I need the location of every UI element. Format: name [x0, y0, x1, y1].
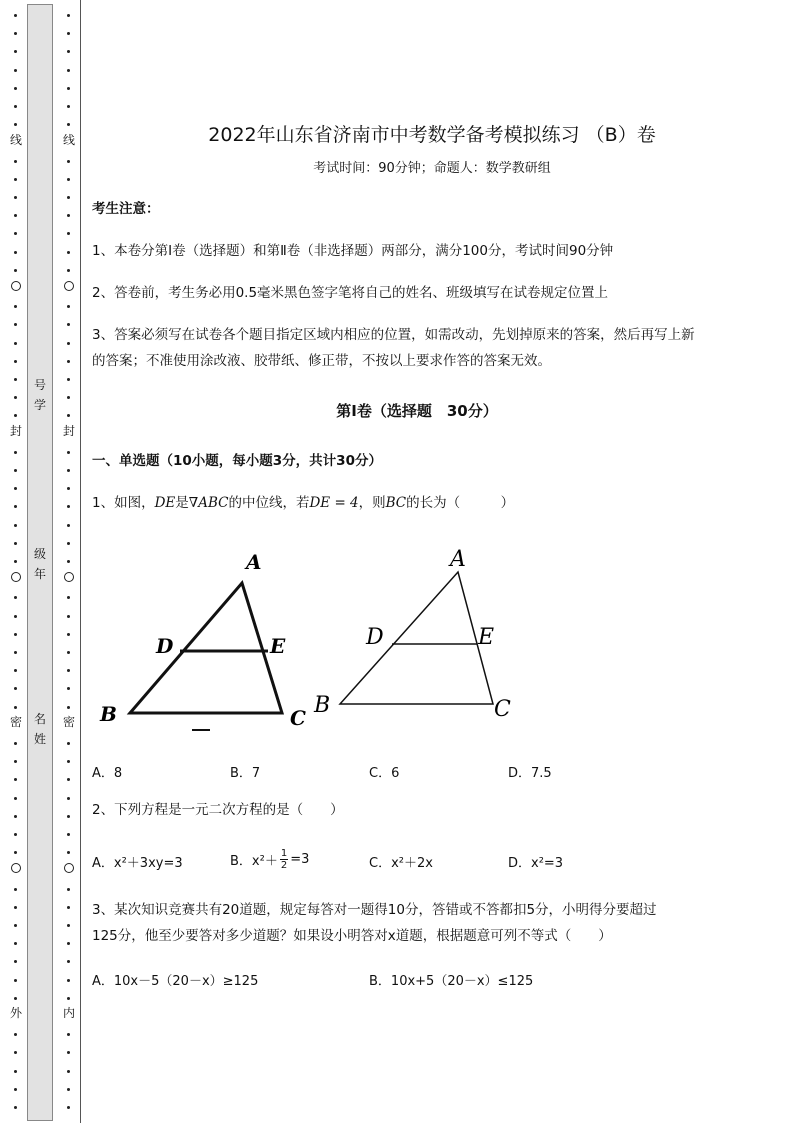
binding-hole-icon [64, 572, 74, 582]
margin-dot [14, 214, 17, 217]
q1-symbol: BC [385, 495, 407, 511]
margin-dot [67, 815, 70, 818]
fraction-denominator: 2 [280, 859, 288, 871]
margin-dot [67, 342, 70, 345]
strip-label: 名 [33, 712, 46, 726]
margin-dot [67, 924, 70, 927]
notice-heading: 考生注意： [92, 201, 160, 217]
margin-dot [67, 542, 70, 545]
margin-dot [67, 1106, 70, 1109]
left-dotted-column [10, 0, 22, 1123]
q2-option-c[interactable]: C．x²＋2x [369, 856, 433, 871]
margin-dot [67, 505, 70, 508]
strip-label: 级 [33, 547, 46, 561]
margin-dot [14, 669, 17, 672]
margin-dot [67, 560, 70, 563]
margin-dot [14, 451, 17, 454]
margin-dot [14, 14, 17, 17]
q1-text: 的中位线，若 [228, 495, 310, 511]
strip-label: 学 [33, 398, 46, 412]
margin-dot [67, 687, 70, 690]
margin-dot [14, 1033, 17, 1036]
margin-dot [14, 469, 17, 472]
margin-dot [14, 924, 17, 927]
margin-dot [67, 269, 70, 272]
left-label: 密 [9, 715, 22, 729]
margin-dot [67, 14, 70, 17]
binding-hole-icon [11, 281, 21, 291]
margin-dot [67, 305, 70, 308]
margin-dot [14, 851, 17, 854]
q2-option-d[interactable]: D．x²=3 [508, 856, 564, 871]
q1-symbol: DE [154, 495, 176, 511]
q2-fraction [280, 848, 288, 871]
fig-label-E: E [478, 625, 495, 650]
q2-option-b[interactable] [230, 844, 309, 874]
q1-option-b[interactable]: B．7 [230, 766, 261, 781]
notice-item: 2、答卷前，考生务必用0.5毫米黑色签字笔将自己的姓名、班级填写在试卷规定位置上 [92, 285, 609, 301]
margin-dot [67, 178, 70, 181]
margin-dot [67, 69, 70, 72]
notice-item: 1、本卷分第I卷（选择题）和第Ⅱ卷（非选择题）两部分，满分100分，考试时间90分钟 [92, 243, 614, 259]
fig-label-C: C [494, 697, 511, 722]
strip-label: 号 [33, 378, 46, 392]
margin-dot [67, 960, 70, 963]
margin-dot [14, 178, 17, 181]
margin-dot [14, 123, 17, 126]
margin-dot [14, 1070, 17, 1073]
margin-dot [67, 469, 70, 472]
q2-option-b-post: =3 [290, 851, 310, 867]
margin-dot [67, 633, 70, 636]
margin-dot [14, 979, 17, 982]
margin-dot [14, 542, 17, 545]
left-label: 封 [9, 424, 22, 438]
q1-symbol: DE = 4 [309, 495, 359, 511]
q1-figure-right [312, 540, 532, 730]
left-label: 线 [9, 133, 22, 147]
margin-dot [67, 214, 70, 217]
margin-dot [67, 105, 70, 108]
margin-dot [14, 760, 17, 763]
q1-text: 的长为（ ） [406, 495, 515, 511]
margin-dot [67, 87, 70, 90]
binding-hole-icon [64, 863, 74, 873]
strip-label: 年 [33, 567, 46, 581]
left-label: 外 [9, 1006, 22, 1020]
fig-label-D: D [366, 625, 384, 650]
q1-text: ，则 [358, 495, 386, 511]
margin-dot [14, 378, 17, 381]
margin-dot [14, 487, 17, 490]
margin-dot [14, 815, 17, 818]
margin-dot [14, 196, 17, 199]
right-label: 线 [62, 133, 75, 147]
margin-dot [14, 1106, 17, 1109]
margin-dot [67, 1070, 70, 1073]
margin-dot [67, 979, 70, 982]
notice-item: 3、答案必须写在试卷各个题目指定区域内相应的位置，如需改动，先划掉原来的答案，然后再写上新 [92, 327, 695, 343]
q2-option-b-pre: B．x²＋ [230, 853, 278, 869]
right-label: 封 [62, 424, 75, 438]
margin-dot [67, 232, 70, 235]
q2-option-a[interactable]: A．x²＋3xy=3 [92, 856, 183, 871]
margin-dot [14, 360, 17, 363]
notice-item: 的答案；不准使用涂改液、胶带纸、修正带，不按以上要求作答的答案无效。 [92, 353, 551, 369]
margin-dot [67, 160, 70, 163]
margin-dot [14, 633, 17, 636]
margin-dot [14, 505, 17, 508]
q1-option-d[interactable]: D．7.5 [508, 766, 552, 781]
margin-dot [67, 396, 70, 399]
margin-dot [67, 888, 70, 891]
fig-label-C: C [290, 706, 306, 730]
part-title: 一、单选题（10小题，每小题3分，共计30分） [92, 453, 382, 469]
margin-dot [14, 706, 17, 709]
margin-dot [67, 251, 70, 254]
section-title: 第I卷（选择题 30分） [336, 402, 498, 420]
fig-label-A: A [246, 550, 262, 574]
q1-option-a[interactable]: A．8 [92, 766, 123, 781]
margin-dot [14, 414, 17, 417]
margin-dot [67, 906, 70, 909]
margin-dot [67, 32, 70, 35]
margin-rule [80, 0, 81, 1123]
margin-dot [14, 1088, 17, 1091]
margin-dot [14, 615, 17, 618]
q1-option-c[interactable]: C．6 [369, 766, 400, 781]
margin-dot [14, 396, 17, 399]
margin-dot [67, 451, 70, 454]
margin-dot [14, 778, 17, 781]
margin-dot [67, 1051, 70, 1054]
right-label: 密 [62, 715, 75, 729]
margin-dot [67, 524, 70, 527]
page-title: 2022年山东省济南市中考数学备考模拟练习 （B）卷 [208, 124, 656, 146]
question-2: 2、下列方程是一元二次方程的是（ ） [92, 802, 344, 818]
binding-hole-icon [64, 281, 74, 291]
margin-dot [14, 888, 17, 891]
margin-dot [67, 196, 70, 199]
q3-option-a[interactable]: A．10x－5（20－x）≥125 [92, 974, 259, 989]
q1-symbol: ∇ABC [188, 495, 229, 511]
binding-hole-icon [11, 863, 21, 873]
q1-text: 是 [175, 495, 189, 511]
margin-dot [67, 669, 70, 672]
margin-dot [14, 742, 17, 745]
margin-dot [67, 414, 70, 417]
margin-dot [67, 851, 70, 854]
margin-dot [67, 706, 70, 709]
margin-dot [67, 742, 70, 745]
strip-label: 姓 [33, 732, 46, 746]
margin-dot [67, 778, 70, 781]
fraction-numerator: 1 [280, 847, 288, 859]
margin-dot [67, 596, 70, 599]
margin-dot [67, 942, 70, 945]
student-info-strip [27, 4, 53, 1121]
margin-dot [14, 524, 17, 527]
margin-dot [14, 232, 17, 235]
margin-dot [14, 305, 17, 308]
margin-dot [14, 32, 17, 35]
margin-dot [67, 997, 70, 1000]
q1-text: 1、如图， [92, 495, 155, 511]
margin-dot [67, 1088, 70, 1091]
binding-hole-icon [11, 572, 21, 582]
margin-dot [14, 906, 17, 909]
margin-dot [67, 615, 70, 618]
margin-dot [14, 87, 17, 90]
margin-dot [14, 687, 17, 690]
margin-dot [14, 560, 17, 563]
margin-dot [14, 105, 17, 108]
margin-dot [67, 797, 70, 800]
margin-dot [14, 269, 17, 272]
question-3-line-1: 3、某次知识竞赛共有20道题，规定每答对一题得10分，答错或不答都扣5分，小明得分要超过 [92, 902, 657, 918]
margin-dot [67, 323, 70, 326]
margin-dot [67, 487, 70, 490]
margin-dot [14, 651, 17, 654]
margin-dot [67, 760, 70, 763]
fig-label-B: B [100, 702, 117, 726]
margin-dot [14, 997, 17, 1000]
right-label: 内 [62, 1006, 75, 1020]
margin-dot [14, 50, 17, 53]
question-3-line-2: 125分，他至少要答对多少道题？如果设小明答对x道题，根据题意可列不等式（ ） [92, 928, 612, 944]
margin-dot [14, 323, 17, 326]
q1-figure-left [92, 545, 322, 740]
margin-dot [14, 251, 17, 254]
margin-dot [14, 596, 17, 599]
q3-option-b[interactable]: B．10x+5（20－x）≤125 [369, 974, 534, 989]
margin-dot [67, 360, 70, 363]
right-dotted-column [63, 0, 75, 1123]
question-1 [92, 490, 514, 516]
margin-dot [14, 342, 17, 345]
margin-dot [67, 123, 70, 126]
margin-dot [67, 378, 70, 381]
margin-dot [67, 833, 70, 836]
margin-dot [67, 50, 70, 53]
margin-dot [14, 960, 17, 963]
margin-dot [67, 1033, 70, 1036]
fig-label-D: D [156, 634, 174, 658]
margin-dot [14, 942, 17, 945]
fig-label-B: B [314, 693, 331, 718]
margin-dot [14, 160, 17, 163]
fig-label-E: E [270, 634, 286, 658]
fig-label-A: A [450, 547, 466, 572]
exam-info: 考试时间：90分钟；命题人：数学教研组 [313, 161, 551, 176]
margin-dot [14, 1051, 17, 1054]
margin-dot [14, 833, 17, 836]
margin-dot [14, 797, 17, 800]
margin-dot [14, 69, 17, 72]
margin-dot [67, 651, 70, 654]
